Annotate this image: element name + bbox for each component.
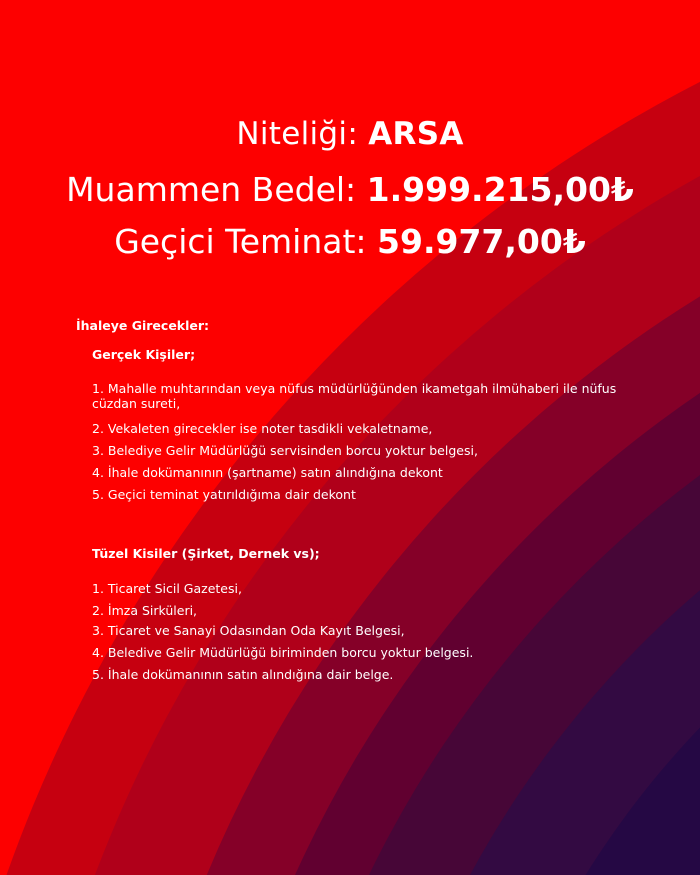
list-item: 1. Ticaret Sicil Gazetesi,: [92, 581, 242, 596]
teminat-line: [0, 222, 700, 261]
list-item: 3. Ticaret ve Sanayi Odasından Oda Kayıt Belgesi,: [92, 623, 405, 638]
list-item: 2. İmza Sirküleri,: [92, 603, 198, 618]
list-item: 4. İhale dokümanının (şartname) satın alındığına dekont: [92, 465, 443, 480]
list-item: 3. Belediye Gelir Müdürlüğü servisinden borcu yoktur belgesi,: [92, 443, 478, 458]
teminat-label: Geçici Teminat:: [114, 222, 367, 261]
list-item: 1. Mahalle muhtarından veya nüfus müdürlüğünden ikametgah ilmühaberi ile nüfus cüzdan sureti,: [92, 381, 617, 411]
section-title: İhaleye Girecekler:: [76, 318, 210, 333]
list-item: 4. Beledive Gelir Müdürlüğü biriminden borcu yoktur belgesi.: [92, 645, 474, 660]
nitelik-value: ARSA: [368, 116, 464, 152]
nitelik-line: [0, 116, 700, 152]
nitelik-label: Niteliği:: [236, 116, 359, 152]
bedel-value: 1.999.215,00₺: [366, 170, 634, 209]
tuzel-title: Tüzel Kisiler (Şirket, Dernek vs);: [92, 546, 320, 561]
teminat-value: 59.977,00₺: [377, 222, 586, 261]
bedel-label: Muammen Bedel:: [66, 170, 357, 209]
list-item: 2. Vekaleten girecekler ise noter tasdikli vekaletname,: [92, 421, 433, 436]
bedel-line: [0, 170, 700, 209]
list-item: 5. İhale dokümanının satın alındığına dair belge.: [92, 667, 394, 682]
list-item: 5. Geçici teminat yatırıldığıma dair dekont: [92, 487, 356, 502]
gercek-title: Gerçek Kişiler;: [92, 347, 196, 362]
